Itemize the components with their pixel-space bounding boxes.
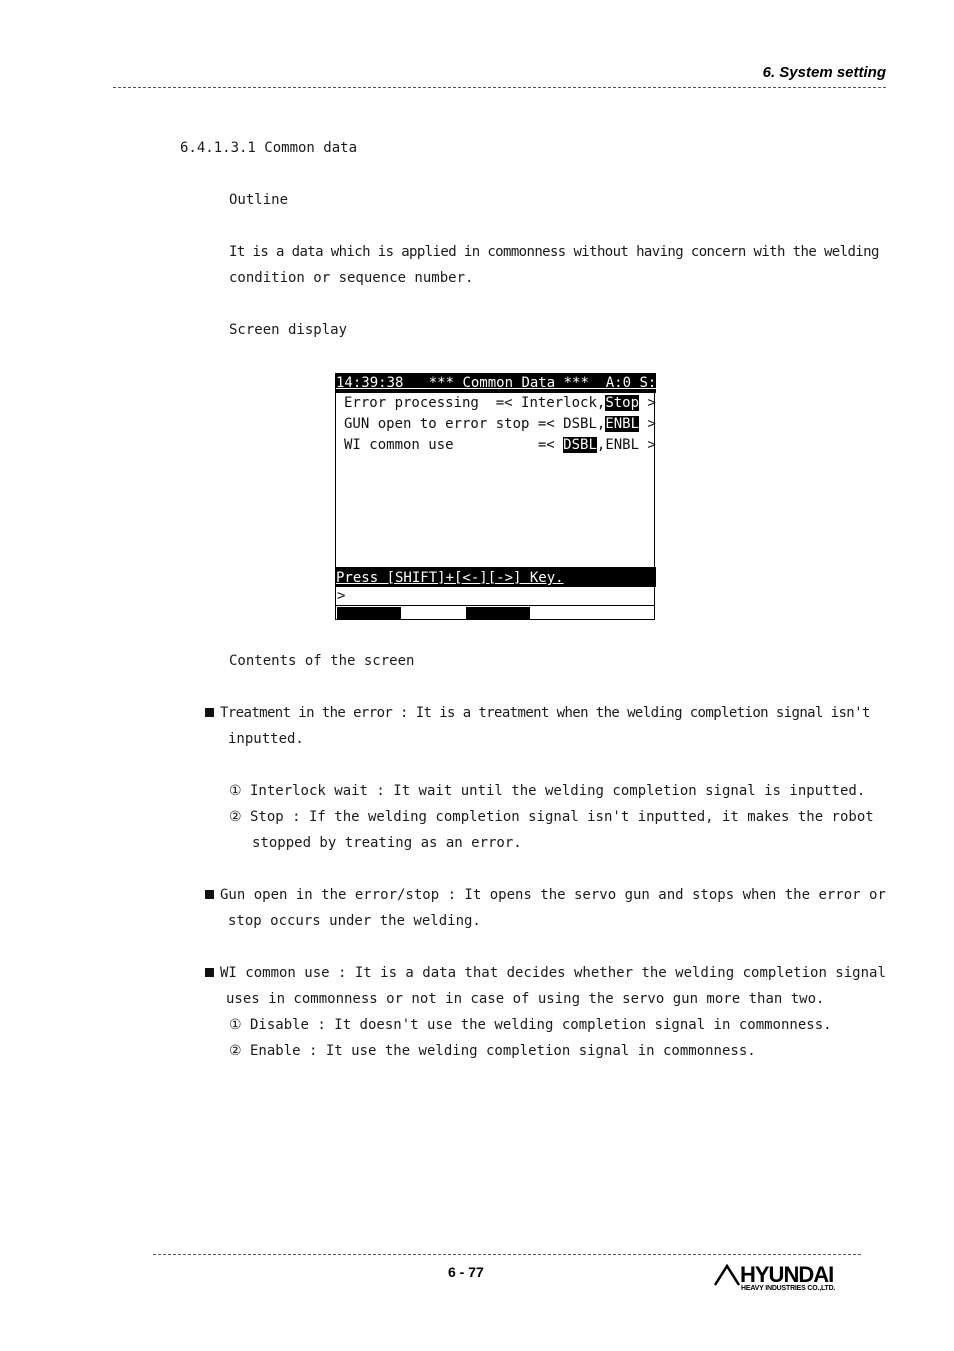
screen-display-heading: Screen display <box>229 322 348 338</box>
option-interlock[interactable]: Interlock <box>521 395 597 411</box>
item-interlock-wait: ① Interlock wait : It wait until the welding completion signal is inputted. <box>229 783 866 799</box>
setting-row-gun-open[interactable]: GUN open to error stop =< DSBL,ENBL > <box>344 416 656 432</box>
bullet-square-icon <box>205 708 214 717</box>
outline-paragraph <box>229 239 879 291</box>
header-title: 6. System setting <box>762 64 886 81</box>
terminal-message: Press [SHIFT]+[<-][->] Key. <box>336 567 656 587</box>
contents-heading: Contents of the screen <box>229 653 415 669</box>
terminal-header <box>336 373 665 393</box>
logo-wordmark: HYUNDAI <box>740 1262 834 1287</box>
bullet-gun-open: Gun open in the error/stop : It opens the servo gun and stops when the error or <box>205 882 886 908</box>
bullet-square-icon <box>205 890 214 899</box>
item-disable: ① Disable : It doesn't use the welding completion signal in commonness. <box>229 1017 832 1033</box>
setting-row-error-processing[interactable]: Error processing =< Interlock,Stop > <box>344 395 656 411</box>
bullet-error-treatment: Treatment in the error : It is a treatment when the welding completion signal isn't <box>205 700 870 726</box>
item-enable: ② Enable : It use the welding completion signal in commonness. <box>229 1043 756 1059</box>
terminal-prompt[interactable]: > <box>336 587 655 606</box>
setting-label: WI common use =< <box>344 437 564 453</box>
footer-divider <box>153 1254 861 1255</box>
header-divider <box>113 87 886 88</box>
function-key-2[interactable] <box>466 607 530 620</box>
outline-heading: Outline <box>229 192 289 208</box>
bullet-line: inputted. <box>228 731 304 747</box>
logo-triangle-icon <box>713 1264 741 1286</box>
hyundai-logo <box>713 1264 853 1296</box>
terminal-status: A:0 S:4 <box>605 375 665 391</box>
option-dsbl[interactable]: DSBL <box>563 416 597 432</box>
setting-label: Error processing =< <box>344 395 522 411</box>
function-key-1[interactable] <box>337 607 401 620</box>
option-enbl[interactable]: ENBL <box>605 437 640 453</box>
option-dsbl-selected[interactable]: DSBL <box>563 437 597 453</box>
setting-label: GUN open to error stop =< <box>344 416 564 432</box>
logo-subtitle: HEAVY INDUSTRIES CO.,LTD. <box>741 1285 836 1292</box>
terminal-time: 14:39:38 <box>336 375 404 391</box>
terminal-screen <box>335 373 665 620</box>
setting-row-wi-common-use[interactable]: WI common use =< DSBL,ENBL > <box>344 437 656 453</box>
page-number: 6 - 77 <box>448 1264 484 1280</box>
option-enbl-selected[interactable]: ENBL <box>605 416 640 432</box>
bullet-square-icon <box>205 968 214 977</box>
item-stop-cont: stopped by treating as an error. <box>252 835 522 851</box>
option-stop-selected[interactable]: Stop <box>605 395 640 411</box>
outline-line: It is a data which is applied in commonness without having concern with the welding <box>229 244 879 260</box>
bullet-wi-common-use: WI common use : It is a data that decides whether the welding completion signal <box>205 960 886 986</box>
bullet-line: uses in commonness or not in case of using the servo gun more than two. <box>226 991 825 1007</box>
outline-line: condition or sequence number. <box>229 270 474 286</box>
section-title: 6.4.1.3.1 Common data <box>180 140 358 156</box>
item-stop: ② Stop : If the welding completion signal isn't inputted, it makes the robot <box>229 809 874 825</box>
bullet-line: stop occurs under the welding. <box>228 913 481 929</box>
terminal-title: *** Common Data *** <box>428 375 589 391</box>
